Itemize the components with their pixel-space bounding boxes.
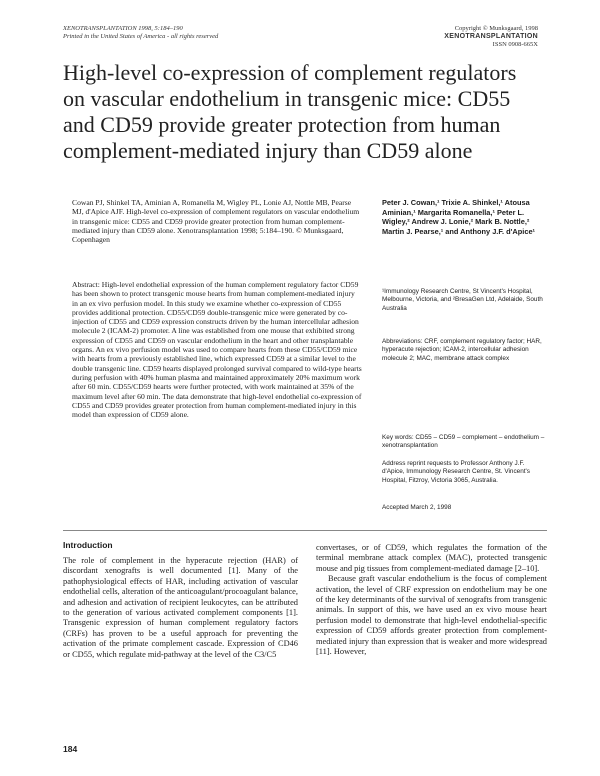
paragraph: convertases, or of CD59, which regulates the formation of the terminal membrane attack complex (MAC), protected transgenic mouse and pig tissues from complement-mediated damage [2–10]. xyxy=(316,543,547,573)
abbreviations: Abbreviations: CRF, complement regulatory factor; HAR, hyperacute rejection; ICAM-2, intercellular adhesion molecule 2; MAC, membrane attack complex xyxy=(382,338,542,362)
issn-line: ISSN 0908-665X xyxy=(492,41,538,48)
paragraph: Because graft vascular endothelium is the focus of complement activation, the level of CRF expression on endothelium may be one of the key determinants of the survival of xenografts from transgenic animals. In support of this, we have used an ex vivo mouse heart perfusion model to demonstrate that high-level endothelial-specific expression of CD59 affords greater protection from complement-mediated injury than expression that is weaker and more widespread [11]. However, xyxy=(316,574,547,657)
page-number: 184 xyxy=(63,744,78,754)
paragraph: The role of complement in the hyperacute rejection (HAR) of discordant xenografts is well documented [1]. Many of the pathophysiological effects of HAR, including activation of vascular endothelial cells, alteration of the anticoagulant/procoagulant balance, and adhesion and activation of recipient leukocytes, can be attributed to the generation of various activated complement components [1]. Transgenic expression of human complement regulatory factors (CRFs) has proven to be a useful approach for preventing the activation of the primate complement cascade. Expression of CD46 or CD55, which regulate mid-pathway at the level of the C3/C5 xyxy=(63,556,298,659)
journal-name: XENOTRANSPLANTATION xyxy=(444,33,538,40)
running-header-right xyxy=(444,25,538,49)
author-list: Peter J. Cowan,¹ Trixie A. Shinkel,¹ Atousa Aminian,¹ Margarita Romanella,¹ Peter L. Wigley,² Andrew J. Lonie,² Mark B. Nottle,² Martin J. Pearse,¹ and Anthony J.F. d'Apice¹ xyxy=(382,198,536,236)
article-title: High-level co-expression of complement regulators on vascular endothelium in transgenic mice: CD55 and CD59 provide greater protection from human complement-mediated injury than CD59 alone xyxy=(63,60,517,163)
section-heading: Introduction xyxy=(63,540,113,550)
body-column-left xyxy=(63,556,298,660)
printed-line: Printed in the United States of America - all rights reserved xyxy=(63,33,219,40)
reprint-address: Address reprint requests to Professor Anthony J.F. d'Apice, Immunology Research Centre, St. Vincent's Hospital, Fitzroy, Victoria 3065, Australia. xyxy=(382,460,530,484)
body-column-right xyxy=(316,543,547,657)
copyright-line: Copyright © Munksgaard, 1998 xyxy=(454,25,538,32)
abstract-block: Abstract: High-level endothelial expression of the human complement regulatory factor CD59 has been shown to protect transgenic mouse hearts from human complement-mediated injury in an ex vivo perfusion model. In this study we examine whether co-expression of CD55 provides additional protection. CD55/CD59 double-transgenic mice were generated by co-injection of CD55 and CD59 expression constructs driven by the human intercellular adhesion molecule 2 (ICAM-2) promoter. A line was established from one mouse that exhibited strong expression of CD55 and CD59 on vascular endothelium in the heart and other transplantable organs. An ex vivo perfusion model was used to compare hearts from these CD55/CD59 mice with hearts from a previously established line, which expressed CD59 at a similar level to the double transgenic line. CD59 hearts displayed prolonged survival compared to wild-type hearts during perfusion with 40% human plasma and maintained approximately 20% maximum work after 60 min. CD55/CD59 hearts were further protected, with work maintained at 35% of the maximum level after 60 min. The data demonstrate that high-level endothelial co-expression of CD55 and CD59 provides greater protection from human complement-mediated injury in this model than expression of CD59 alone. xyxy=(72,280,362,420)
affiliations: ¹Immunology Research Centre, St Vincent's Hospital, Melbourne, Victoria, and ²BresaGen Ltd, Adelaide, South Australia xyxy=(382,288,543,312)
keywords: Key words: CD55 – CD59 – complement – endothelium – xenotransplantation xyxy=(382,434,545,450)
accepted-date: Accepted March 2, 1998 xyxy=(382,504,452,511)
journal-citation-line: XENOTRANSPLANTATION 1998, 5:184–190 xyxy=(63,25,183,32)
citation-block: Cowan PJ, Shinkel TA, Aminian A, Romanella M, Wigley PL, Lonie AJ, Nottle MB, Pearse MJ, d'Apice AJF. High-level co-expression of complement regulators on vascular endothelium in transgenic mice: CD55 and CD59 provide greater protection from human complement-mediated injury than CD59 alone. Xenotransplantation 1998; 5:184–190. © Munksgaard, Copenhagen xyxy=(72,198,360,245)
section-divider xyxy=(63,530,547,531)
running-header-left xyxy=(63,25,218,41)
